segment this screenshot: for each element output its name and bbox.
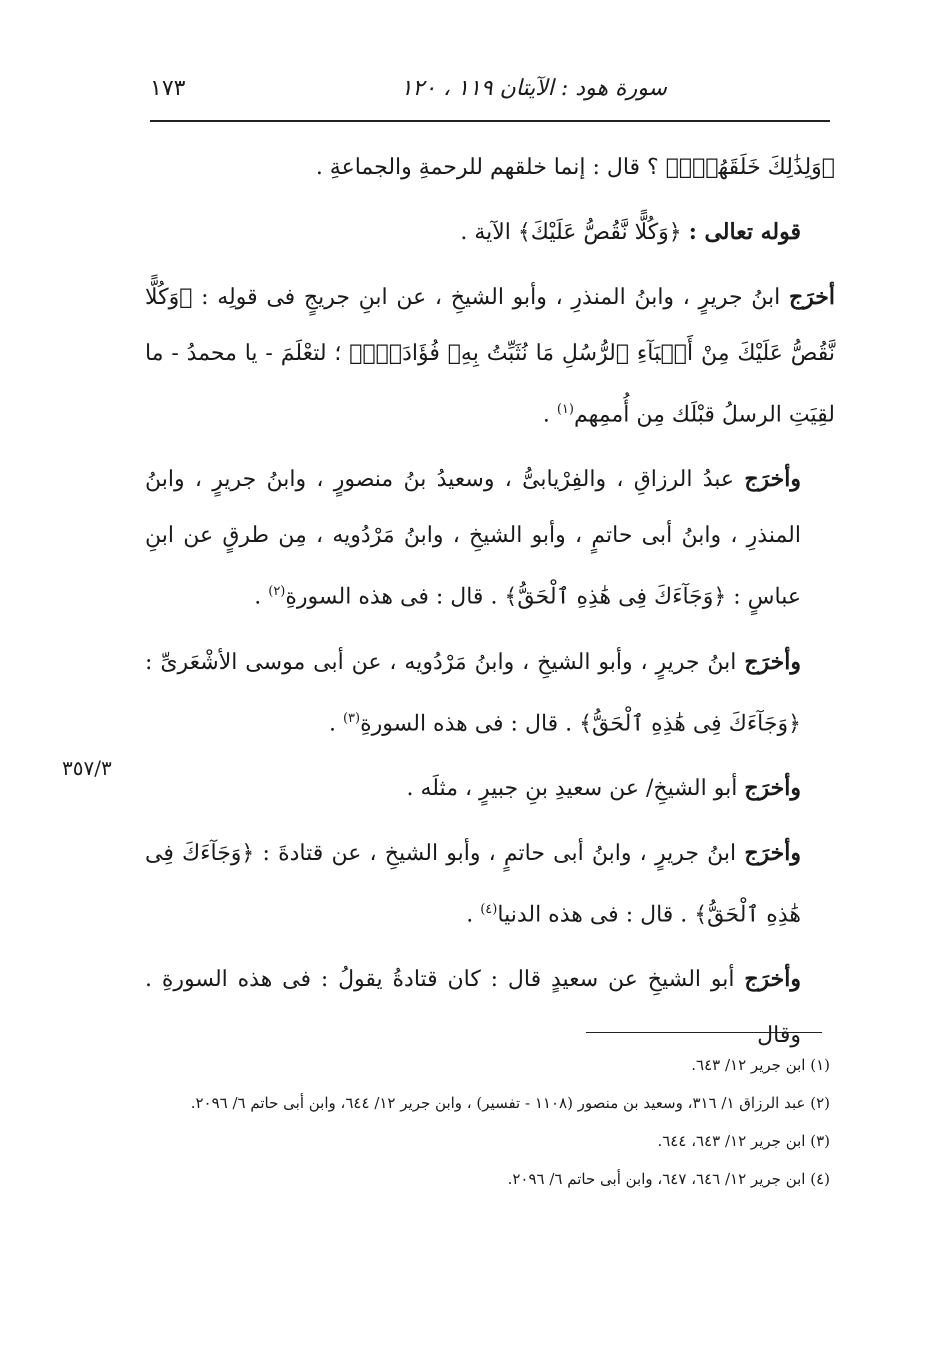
paragraph-text: أبو الشيخِ/ عن سعيدِ بنِ جبيرٍ ، مثلَه . — [406, 775, 745, 801]
paragraph-tail: . — [542, 402, 557, 428]
paragraph-text: أبو الشيخِ عن سعيدٍ قال : كان قتادةُ يقولُ : فى هذه السورةِ . وقال — [145, 967, 801, 1049]
paragraph-lead: وأخرَج — [744, 466, 801, 493]
paragraph-lead: وأخرَج — [744, 774, 801, 801]
footnote: (٢) عبد الرزاق ١/ ٣١٦، وسعيد بن منصور (١١٠٨ - تفسير) ، وابن جرير ١٢/ ٦٤٤، وابن أبى حاتم ٦/ ٢٠٩٦. — [190, 1094, 830, 1112]
page-number: ١٧٣ — [150, 76, 186, 101]
paragraph-text: ﴿وَكُلًّا نَّقُصُّ عَلَيْكَ﴾ الآية . — [460, 220, 689, 245]
paragraph — [145, 269, 835, 443]
page-header — [150, 72, 827, 112]
paragraph-text: عبدُ الرزاقِ ، والفِرْيابىُّ ، وسعيدُ بنُ منصورٍ ، وابنُ جريرٍ ، وابنُ المنذرِ ، وابنُ أبى حاتمٍ ، وأبو الشيخِ ، وابنُ مَرْدُويه ، مِن طرقٍ عن ابنِ عباسٍ : ﴿وَجَآءَكَ فِى هَٰذِهِ ٱلْحَقُّ﴾ . قال : فى هذه السورةِ — [145, 467, 801, 610]
paragraph-tail: . — [328, 710, 343, 736]
paragraph-lead: وأخرَج — [744, 839, 801, 866]
paragraph — [145, 451, 835, 625]
margin-reference: ٣٥٧/٣ — [62, 756, 112, 780]
paragraph-text: ابنُ جريرٍ ، وابنُ أبى حاتمٍ ، وأبو الشيخِ ، عن قتادةَ : ﴿وَجَآءَكَ فِى هَٰذِهِ ٱلْحَقُّ﴾ . قال : فى هذه الدنيا — [145, 840, 801, 928]
header-rule — [150, 120, 830, 122]
footnote: (٣) ابن جرير ١٢/ ٦٤٣، ٦٤٤. — [657, 1132, 830, 1150]
paragraph-lead: قوله تعالى : — [688, 219, 801, 245]
paragraph — [145, 760, 835, 817]
paragraph — [145, 825, 835, 943]
footnote: (٤) ابن جرير ١٢/ ٦٤٦، ٦٤٧، وابن أبى حاتم ٦/ ٢٠٩٦. — [507, 1170, 830, 1188]
footnote-marker: (٣) — [342, 710, 361, 726]
footnote-marker: (١) — [556, 402, 574, 417]
paragraph — [145, 204, 835, 261]
paragraph-tail: . — [466, 902, 481, 928]
paragraph — [145, 140, 835, 196]
footnotes — [140, 1046, 830, 1198]
main-text — [145, 140, 835, 1072]
paragraph-lead: أخرَج — [788, 284, 835, 310]
footnote-rule — [586, 1032, 822, 1033]
paragraph-lead: وأخرَج — [744, 966, 801, 993]
running-title: سورة هود : الآيتان ١١٩ ، ١٢٠ — [400, 76, 667, 101]
footnote: (١) ابن جرير ١٢/ ٦٤٣. — [691, 1056, 830, 1074]
paragraph-text: ابنُ جريرٍ ، وابنُ المنذرِ ، وأبو الشيخِ ، عن ابنِ جريجٍ فى قولِه : ﴿وَكُلًّا نَّقُصُّ عَلَيْكَ مِنْ أَنۢبَآءِ ٱلرُّسُلِ مَا نُثَبِّتُ بِهِۦ فُؤَادَكَۚ﴾ ؛ لتعْلَمَ - يا محمدُ - ما لقِيَتِ الرسلُ قبْلَك مِن أُممِهم — [145, 285, 835, 428]
footnote-marker: (٢) — [268, 584, 286, 600]
paragraph-lead: وأخرَج — [744, 648, 801, 675]
paragraph — [145, 634, 835, 752]
paragraph-tail: . — [254, 584, 269, 610]
paragraph-text: ابنُ جريرٍ ، وأبو الشيخِ ، وابنُ مَرْدُويه ، عن أبى موسى الأشْعَرىِّ : ﴿وَجَآءَكَ فِى هَٰذِهِ ٱلْحَقُّ﴾ . قال : فى هذه السورةِ — [145, 649, 801, 736]
paragraph-text: ﴿وَلِذَٰلِكَ خَلَقَهُمْۗ﴾ ؟ قال : إنما خلقهم للرحمةِ والجماعةِ . — [315, 155, 835, 180]
footnote-marker: (٤) — [480, 901, 498, 917]
